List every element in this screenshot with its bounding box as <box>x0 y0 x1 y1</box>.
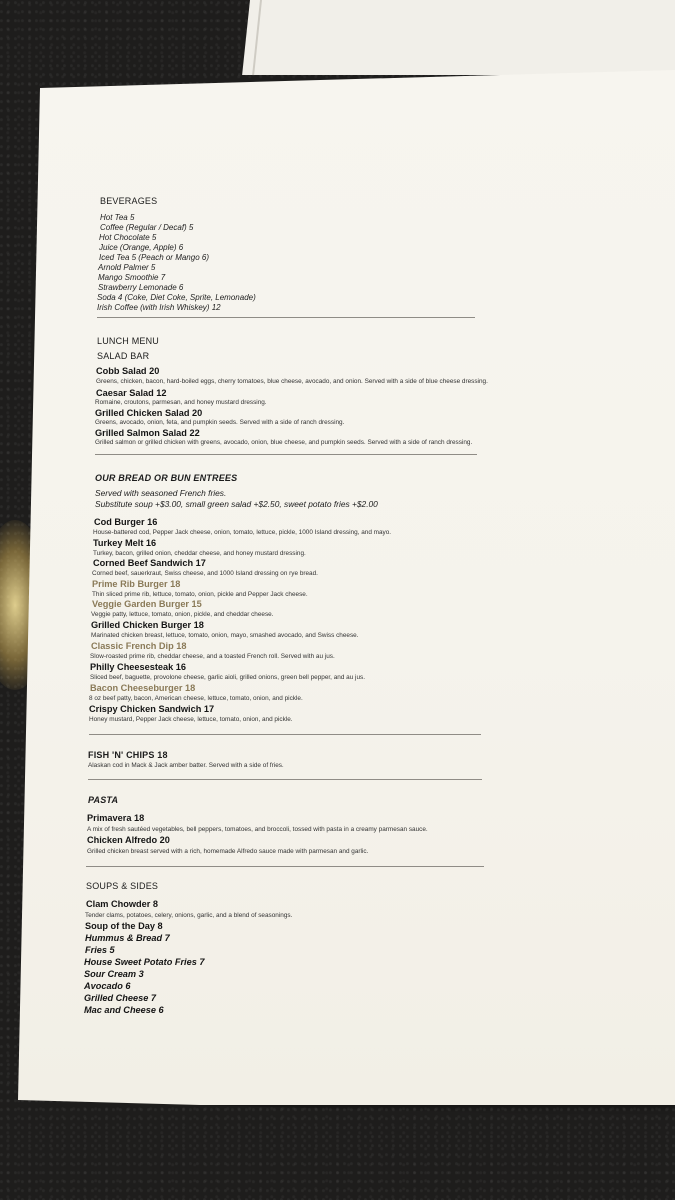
entrees-note: Served with seasoned French fries. <box>95 488 227 498</box>
beverage-item: Strawberry Lemonade 6 <box>98 283 184 292</box>
menu-item-name: Mac and Cheese 6 <box>84 1005 164 1015</box>
menu-item-description: Tender clams, potatoes, celery, onions, garlic, and a blend of seasonings. <box>85 912 293 919</box>
section-divider <box>89 734 481 735</box>
menu-item-description: House-battered cod, Pepper Jack cheese, onion, tomato, lettuce, pickle, 1000 Island dressing, and mayo. <box>93 529 392 536</box>
menu-item-name: Bacon Cheeseburger 18 <box>90 683 196 693</box>
menu-item-name: Primavera 18 <box>87 813 145 823</box>
menu-item-name: Chicken Alfredo 20 <box>87 835 170 845</box>
beverage-item: Coffee (Regular / Decaf) 5 <box>100 223 194 232</box>
menu-item-description: Grilled chicken breast served with a rich, homemade Alfredo sauce made with parmesan and garlic. <box>87 848 369 855</box>
menu-item-description: Greens, avocado, onion, feta, and pumpkin seeds. Served with a side of ranch dressing. <box>95 419 345 426</box>
menu-item-description: Marinated chicken breast, lettuce, tomato, onion, mayo, smashed avocado, and Swiss cheese. <box>91 632 359 639</box>
beverage-item: Iced Tea 5 (Peach or Mango 6) <box>99 253 209 262</box>
menu-item-name: Caesar Salad 12 <box>96 388 167 398</box>
pasta-heading: PASTA <box>88 795 119 805</box>
menu-item-description: Veggie patty, lettuce, tomato, onion, pickle, and cheddar cheese. <box>91 611 274 618</box>
beverage-item: Soda 4 (Coke, Diet Coke, Sprite, Lemonade) <box>97 293 256 302</box>
entrees-heading: OUR BREAD OR BUN ENTREES <box>95 473 238 483</box>
menu-item-name: Turkey Melt 16 <box>93 538 157 548</box>
beverage-item: Juice (Orange, Apple) 6 <box>99 243 184 252</box>
menu-item-description: Thin sliced prime rib, lettuce, tomato, onion, pickle and Pepper Jack cheese. <box>92 591 308 598</box>
lunch-menu-heading: LUNCH MENU <box>97 336 160 346</box>
menu-item-name: Cod Burger 16 <box>94 517 158 527</box>
section-divider <box>97 317 475 318</box>
soups-sides-heading: SOUPS & SIDES <box>86 881 159 891</box>
section-divider <box>95 454 477 455</box>
menu-item-name: Cobb Salad 20 <box>96 366 160 376</box>
menu-item-name: Avocado 6 <box>84 981 131 991</box>
fish-and-chips-heading: FISH 'N' CHIPS 18 <box>88 750 168 760</box>
entrees-substitution-note: Substitute soup +$3.00, small green salad +$2.50, sweet potato fries +$2.00 <box>95 499 378 509</box>
beverage-item: Arnold Palmer 5 <box>98 263 156 272</box>
menu-item-name: Philly Cheesesteak 16 <box>90 662 187 672</box>
menu-item-name: Grilled Salmon Salad 22 <box>95 428 200 438</box>
menu-item-description: Sliced beef, baguette, provolone cheese, garlic aioli, grilled onions, green bell pepper, and au jus. <box>90 674 365 681</box>
menu-item-description: Corned beef, sauerkraut, Swiss cheese, and 1000 Island dressing on rye bread. <box>92 570 318 577</box>
menu-item-name: Sour Cream 3 <box>84 969 144 979</box>
menu-item-name: Classic French Dip 18 <box>91 641 187 651</box>
menu-item-description: Turkey, bacon, grilled onion, cheddar cheese, and honey mustard dressing. <box>93 550 306 557</box>
menu-item-name: Crispy Chicken Sandwich 17 <box>89 704 215 714</box>
section-divider <box>86 866 484 867</box>
section-divider <box>88 779 482 780</box>
beverage-item: Irish Coffee (with Irish Whiskey) 12 <box>97 303 221 312</box>
menu-item-description: Romaine, croutons, parmesan, and honey mustard dressing. <box>95 399 267 406</box>
salad-bar-heading: SALAD BAR <box>97 351 150 361</box>
menu-item-name: House Sweet Potato Fries 7 <box>84 957 205 967</box>
menu-item-name: Veggie Garden Burger 15 <box>92 599 202 609</box>
menu-item-description: Grilled salmon or grilled chicken with greens, avocado, onion, blue cheese, and pumpkin seeds. Served with a side of ranch dressing. <box>95 439 473 446</box>
menu-item-description: Honey mustard, Pepper Jack cheese, lettuce, tomato, onion, and pickle. <box>89 716 293 723</box>
beverage-item: Hot Chocolate 5 <box>99 233 157 242</box>
menu-item-name: Hummus & Bread 7 <box>85 933 170 943</box>
menu-item-name: Prime Rib Burger 18 <box>92 579 181 589</box>
menu-item-description: 8 oz beef patty, bacon, American cheese, lettuce, tomato, onion, and pickle. <box>89 695 303 702</box>
menu-item-name: Corned Beef Sandwich 17 <box>93 558 206 568</box>
menu-item-description: Slow-roasted prime rib, cheddar cheese, and a toasted French roll. Served with au jus. <box>90 653 335 660</box>
menu-item-name: Clam Chowder 8 <box>86 899 158 909</box>
beverage-item: Hot Tea 5 <box>100 213 135 222</box>
menu-item-name: Grilled Chicken Burger 18 <box>91 620 204 630</box>
menu-item-description: Alaskan cod in Mack & Jack amber batter. Served with a side of fries. <box>88 762 284 769</box>
menu-item-description: Greens, chicken, bacon, hard-boiled eggs, cherry tomatoes, blue cheese, avocado, and onion. Served with a side of blue cheese dressing. <box>96 378 488 385</box>
menu-item-name: Fries 5 <box>85 945 115 955</box>
menu-item-name: Soup of the Day 8 <box>85 921 163 931</box>
menu-item-name: Grilled Chicken Salad 20 <box>95 408 203 418</box>
menu-item-description: A mix of fresh sautéed vegetables, bell peppers, tomatoes, and broccoli, tossed with pasta in a creamy parmesan sauce. <box>87 826 428 833</box>
beverage-item: Mango Smoothie 7 <box>98 273 166 282</box>
menu-item-name: Grilled Cheese 7 <box>84 993 157 1003</box>
beverages-heading: BEVERAGES <box>100 196 158 206</box>
